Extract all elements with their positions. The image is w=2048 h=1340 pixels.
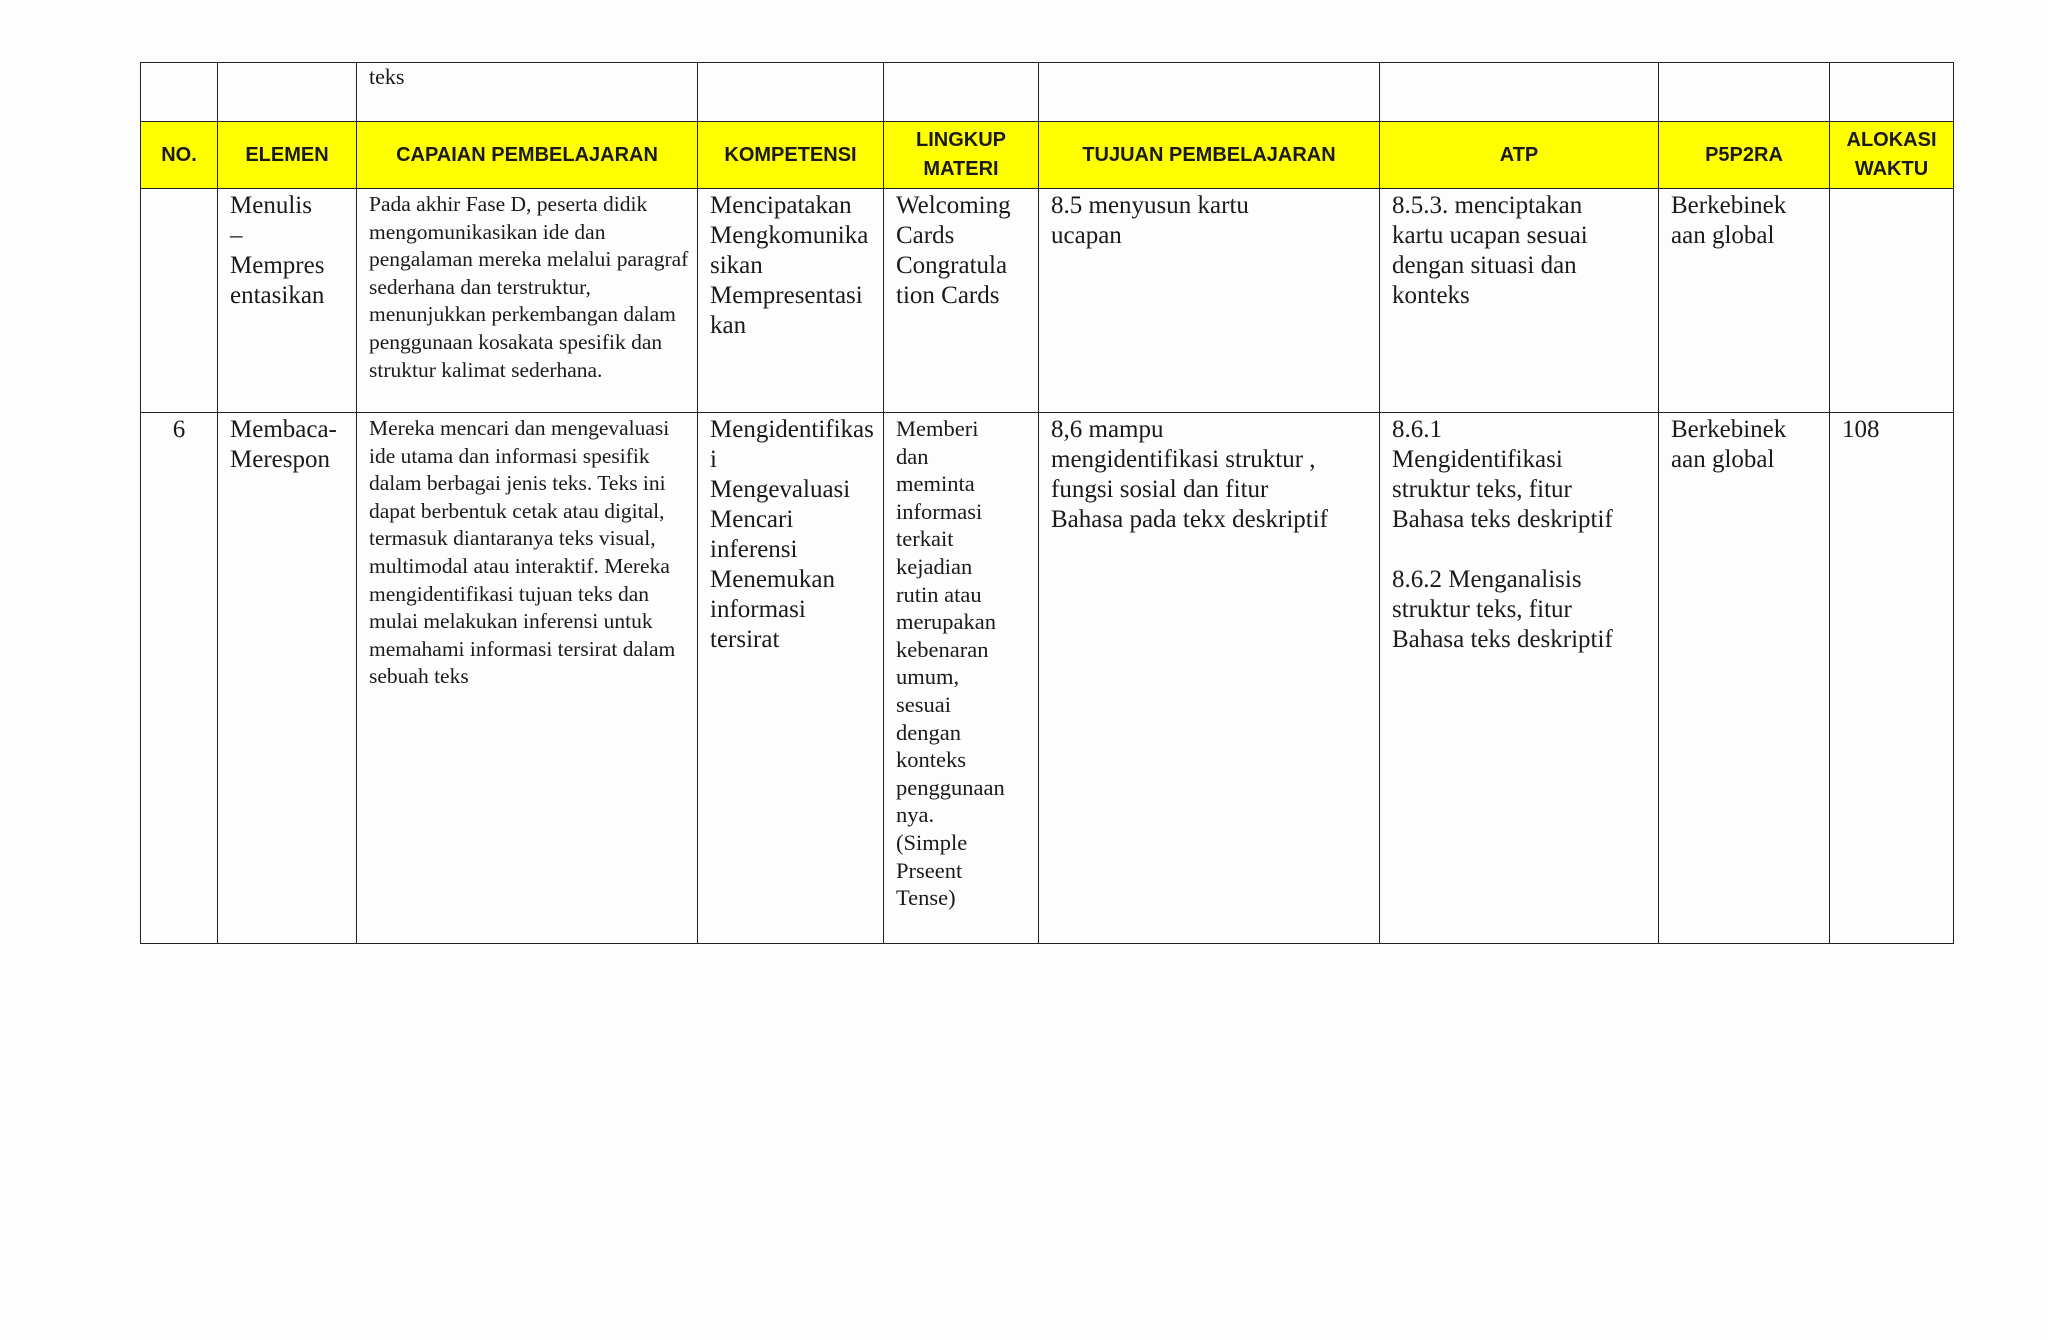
row-tujuan: 8,6 mampu mengidentifikasi struktur , fungsi sosial dan fitur Bahasa pada tekx deskriptif — [1039, 413, 1380, 944]
cell-empty — [698, 63, 884, 122]
cell-empty — [1659, 63, 1830, 122]
cell-empty — [884, 63, 1039, 122]
row-alokasi: 108 — [1830, 413, 1954, 944]
row-kompetensi: Mencipatakan Mengkomunika sikan Mempresentasi kan — [698, 189, 884, 413]
cell-empty — [218, 63, 357, 122]
row-p5p2ra: Berkebinek aan global — [1659, 413, 1830, 944]
row-capaian: Pada akhir Fase D, peserta didik mengomunikasikan ide dan pengalaman mereka melalui paragraf sederhana dan terstruktur, menunjukkan perkembangan dalam penggunaan kosakata spesifik dan struktur kalimat sederhana. — [357, 189, 698, 413]
row-alokasi — [1830, 189, 1954, 413]
row-lingkup-materi: Memberi dan meminta informasi terkait kejadian rutin atau merupakan kebenaran umum, sesuai dengan konteks penggunaan nya. (Simple Prseent Tense) — [884, 413, 1039, 944]
cell-empty — [141, 63, 218, 122]
header-atp: ATP — [1380, 122, 1659, 189]
cell-empty — [1830, 63, 1954, 122]
table-row — [141, 189, 1954, 413]
row-p5p2ra: Berkebinek aan global — [1659, 189, 1830, 413]
header-p5p2ra: P5P2RA — [1659, 122, 1830, 189]
row-capaian: Mereka mencari dan mengevaluasi ide utama dan informasi spesifik dalam berbagai jenis teks. Teks ini dapat berbentuk cetak atau digital, termasuk diantaranya teks visual, multimodal atau interaktif. Mereka mengidentifikasi tujuan teks dan mulai melakukan inferensi untuk memahami informasi tersirat dalam sebuah teks — [357, 413, 698, 944]
learning-plan-table — [140, 62, 1954, 944]
row-lingkup-materi: Welcoming Cards Congratula tion Cards — [884, 189, 1039, 413]
header-no: NO. — [141, 122, 218, 189]
row-kompetensi: Mengidentifikas i Mengevaluasi Mencari inferensi Menemukan informasi tersirat — [698, 413, 884, 944]
header-alokasi: ALOKASI WAKTU — [1830, 122, 1954, 189]
row-atp: 8.5.3. menciptakan kartu ucapan sesuai dengan situasi dan konteks — [1380, 189, 1659, 413]
header-tujuan: TUJUAN PEMBELAJARAN — [1039, 122, 1380, 189]
row-elemen: Membaca- Merespon — [218, 413, 357, 944]
header-lingkup-materi: LINGKUP MATERI — [884, 122, 1039, 189]
row-atp: 8.6.1 Mengidentifikasi struktur teks, fitur Bahasa teks deskriptif 8.6.2 Menganalisis struktur teks, fitur Bahasa teks deskriptif — [1380, 413, 1659, 944]
continuation-row — [141, 63, 1954, 122]
header-row — [141, 122, 1954, 189]
header-elemen: ELEMEN — [218, 122, 357, 189]
row-tujuan: 8.5 menyusun kartu ucapan — [1039, 189, 1380, 413]
continuation-capaian: teks — [357, 63, 698, 122]
header-capaian: CAPAIAN PEMBELAJARAN — [357, 122, 698, 189]
row-no — [141, 189, 218, 413]
header-kompetensi: KOMPETENSI — [698, 122, 884, 189]
table-row — [141, 413, 1954, 944]
cell-empty — [1380, 63, 1659, 122]
row-no: 6 — [141, 413, 218, 944]
row-elemen: Menulis – Mempres entasikan — [218, 189, 357, 413]
cell-empty — [1039, 63, 1380, 122]
